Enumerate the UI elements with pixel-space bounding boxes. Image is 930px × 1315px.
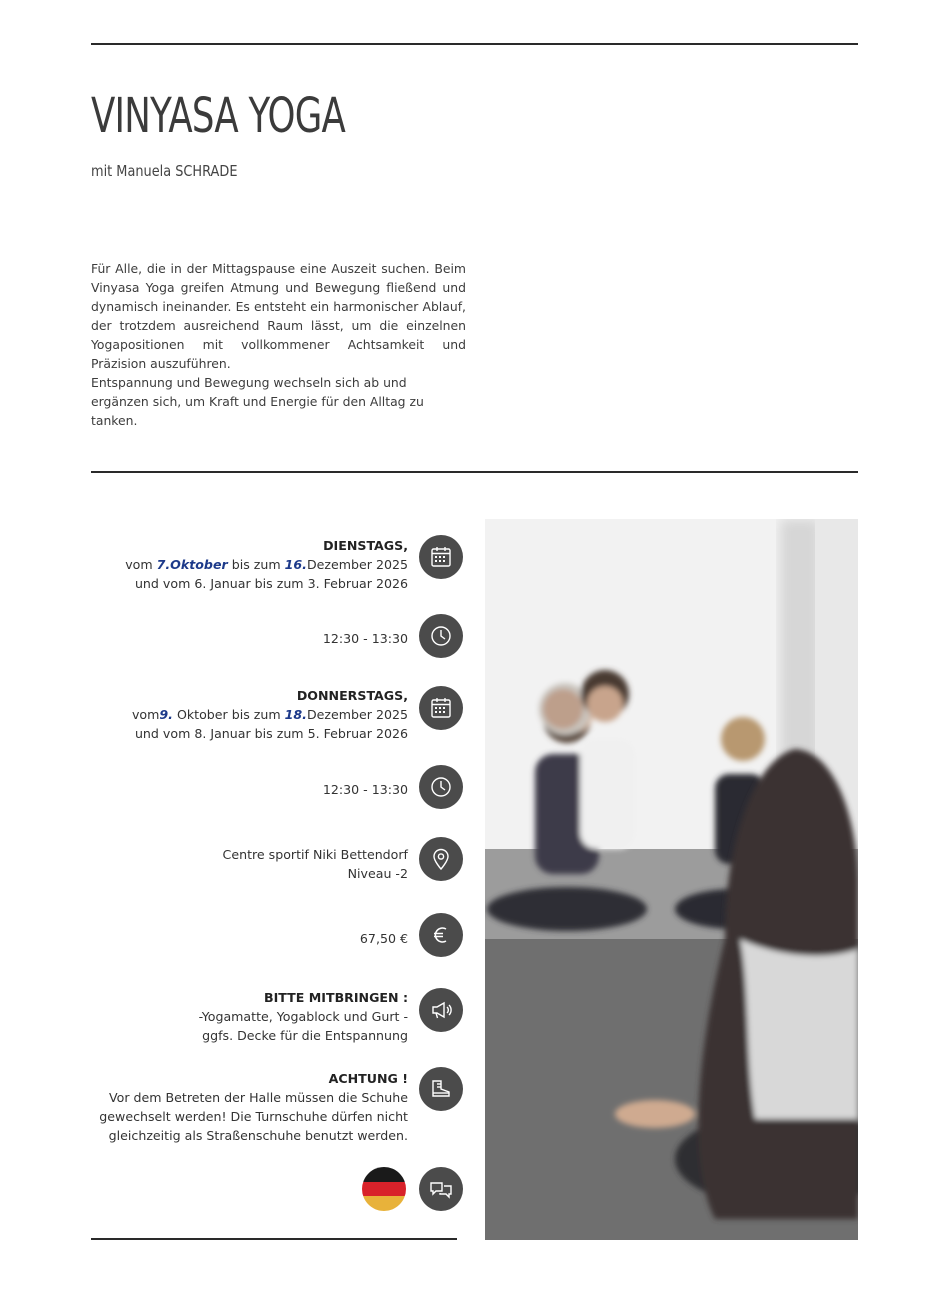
description-paragraph: Entspannung und Bewegung wechseln sich ab und ergänzen sich, um Kraft und Energie für den Alltag zu tanken. [91,375,424,428]
description-paragraph: Für Alle, die in der Mittagspause eine Auszeit suchen. Beim Vinyasa Yoga greifen Atmung und Bewegung fließend und dynamisch ineinander. Es entsteht ein harmonischer Ablauf, der trotzdem ausreichend Raum lässt, um die einzelnen Yogapositionen mit vollkommener Achtsamkeit und Präzision auszuführen. [91,261,466,371]
thursday-dates-line1 [132,705,408,724]
thursday-heading: DONNERSTAGS, [296,688,408,703]
tuesday-time: 12:30 - 13:30 [322,631,408,646]
text-fragment: Dezember 2025 [306,707,408,722]
handwritten-date: 7.Oktober [156,557,228,572]
location [223,845,408,883]
middle-divider [91,471,858,473]
location-venue: Centre sportif Niki Bettendorf [222,847,408,862]
handwritten-date: 18. [284,707,307,722]
text-fragment: Dezember 2025 [306,557,408,572]
tuesday-heading: DIENSTAGS, [323,538,408,553]
warning-line: gewechselt werden! Die Turnschuhe dürfen nicht [99,1109,408,1124]
bottom-divider [91,1238,457,1240]
text-fragment: vom [131,707,160,722]
text-fragment: bis zum [227,557,285,572]
yoga-photo-illustration [485,519,858,1240]
bring-heading: BITTE MITBRINGEN : [264,990,408,1005]
instructor-name: mit Manuela SCHRADE [91,162,238,180]
bring-items [199,988,408,1045]
bring-line: ggfs. Decke für die Entspannung [202,1028,408,1043]
warning [99,1069,408,1145]
calendar-icon [419,686,463,730]
euro-icon [419,913,463,957]
calendar-icon [419,535,463,579]
bring-line: -Yogamatte, Yogablock und Gurt - [198,1009,408,1024]
handwritten-date: 9. [159,707,173,722]
tuesday-schedule [125,536,408,593]
flag-stripe-gold [362,1196,406,1211]
flag-stripe-black [362,1167,406,1182]
warning-line: Vor dem Betreten der Halle müssen die Schuhe [108,1090,408,1105]
course-title: VINYASA YOGA [91,88,346,144]
price: 67,50 € [359,931,408,946]
tuesday-dates-line2: und vom 6. Januar bis zum 3. Februar 2026 [134,576,408,591]
shoe-icon [419,1067,463,1111]
location-level: Niveau -2 [347,866,408,881]
thursday-time: 12:30 - 13:30 [322,782,408,797]
course-description [91,259,466,430]
location-pin-icon [419,837,463,881]
thursday-dates-line2: und vom 8. Januar bis zum 5. Februar 2026 [134,726,408,741]
flag-stripe-red [362,1182,406,1197]
warning-heading: ACHTUNG ! [328,1071,408,1086]
speech-bubbles-icon [419,1167,463,1211]
top-divider [91,43,858,45]
yoga-class-photo [485,519,858,1240]
handwritten-date: 16. [284,557,307,572]
clock-icon [419,614,463,658]
tuesday-dates-line1 [125,555,408,574]
megaphone-icon [419,988,463,1032]
german-flag-icon [362,1167,406,1211]
text-fragment: vom [125,557,157,572]
clock-icon [419,765,463,809]
warning-line: gleichzeitig als Straßenschuhe benutzt werden. [108,1128,408,1143]
text-fragment: Oktober bis zum [172,707,285,722]
thursday-schedule [132,686,408,743]
